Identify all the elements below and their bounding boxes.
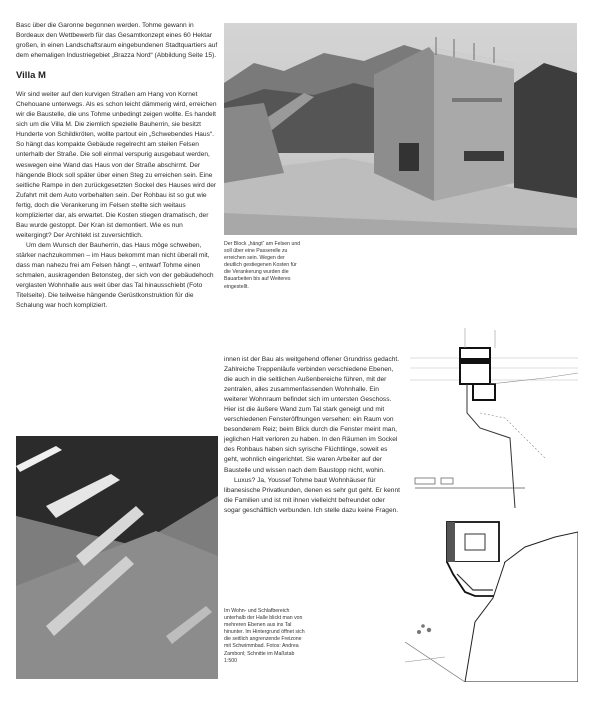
section-heading: Villa M <box>16 70 46 82</box>
section-drawing-lower <box>405 512 578 682</box>
body-paragraph-1: Wir sind weiter auf den kurvigen Straßen am Hang von Kornet Chehouane unterwegs. Als es schon leicht dämmerig wird, erreichen wir die Baustelle, die uns Tohme unbedingt zeigen wollte. Es handelt sich um die Villa M. Die ziemlich spezielle Bauherrin, sie besitzt Hunderte von Schildkröten, wollte partout ein „Schwebendes Haus“. So hängt das kompakte Gebäude regelrecht am steilen Felsen unterhalb der Straße. Die soll einmal verspurig ausgebaut werden, weswegen eine Wand das Haus von der Straße abschirmt. Der hängende Block soll später über einen Steg zu erreichen sein. Eine seitliche Rampe in den zurückgesetzten Sockel des Hauses wird der Zufahrt mit dem Auto vorbehalten sein. Der Rohbau ist so gut wie fertig, doch die Verankerung im Felsen stellte sich weitaus komplizierter dar, als erwartet. Die Kosten stiegen dramatisch, der Bau wurde gestoppt. Der Kran ist demontiert. Wie es nun weitergingt? Der Architekt ist zuversichtlich. <box>16 91 217 239</box>
construction-site-photo <box>224 23 577 235</box>
photo-caption-bottom: Im Wohn- und Schlafbereich unterhalb der Halle blickt man von mehreren Ebenen aus ins Tal hinunter. Im Hintergrund öffnet sich die seitlich angrenzende Freizone mit Schwimmbad. Fotos: Andrea Zambonl; Schnitte im Maßstab 1:500 <box>224 608 305 664</box>
text-column-left <box>16 21 218 311</box>
text-column-middle <box>224 355 402 516</box>
photo-caption-top: Der Block „hängt“ am Felsen und soll über eine Passerelle zu erreichen sein. Wegen der deutlich gestiegenen Kosten für die Verankerung wurden die Bauarbeiten bis auf Weiteres eingestellt. <box>224 241 301 290</box>
middle-paragraph-2: Luxus? Ja, Youssef Tohme baut Wohnhäuser für libanesische Privatkunden, denen es sehr gut geht. Er kennt die Familien und ist mit ihnen vielleicht befreundet oder sogar geschäftlich verbunden. Ich stelle dazu keine Fragen. <box>224 476 400 514</box>
middle-paragraph-1: innen ist der Bau als weitgehend offener Grundriss gedacht. Zahlreiche Treppenläufe verbinden verschiedene Ebenen, die auch in die seitlichen Außenbereiche führen, mit der zentralen, alles zusammenfassenden Wohnhalle. Ein weiterer Wohnraum befindet sich im untersten Geschoss. Hier ist die äußere Wand zum Tal stark geneigt und mit verschiedenen Fensteröffnungen versehen: ein Raum von besonderem Reiz; beim Blick durch die Fenster meint man, jeglichen Halt verloren zu haben. In den Räumen im Sockel des Rohbaus haben sich syrische Flüchtlinge, soweit es geht, wohnlich eingerichtet. Sie waren Arbeiter auf der Baustelle und wissen nach dem Baustopp nicht, wohin. <box>224 356 400 474</box>
body-paragraph-2: Um dem Wunsch der Bauherrin, das Haus möge schweben, stärker nachzukommen – im Haus bekommt man nicht überall mit, dass man nahezu frei am Felsen hängt –, entwarf Tohme einen schmalen, auskragenden Betonsteg, der sich von der gebäudehoch verglasten Wohnhalle aus weit über das Tal hinausschiebt (Foto Titelseite). Die teilweise hängende Gerüstkonstruktion für die Schalung war hoch kompliziert. <box>16 241 214 310</box>
interior-photo <box>16 436 218 679</box>
section-drawing-upper <box>405 318 578 508</box>
intro-paragraph: Basc über die Garonne begonnen werden. Tohme gewann in Bordeaux den Wettbewerb für das Gesamtkonzept eines 60 Hektar großen, in einen Landschaftsraum eingebundenen Stadtquartiers auf dem ehemaligen Industriegebiet „Brazza Nord“ (Abbildung Seite 15). <box>16 22 218 60</box>
